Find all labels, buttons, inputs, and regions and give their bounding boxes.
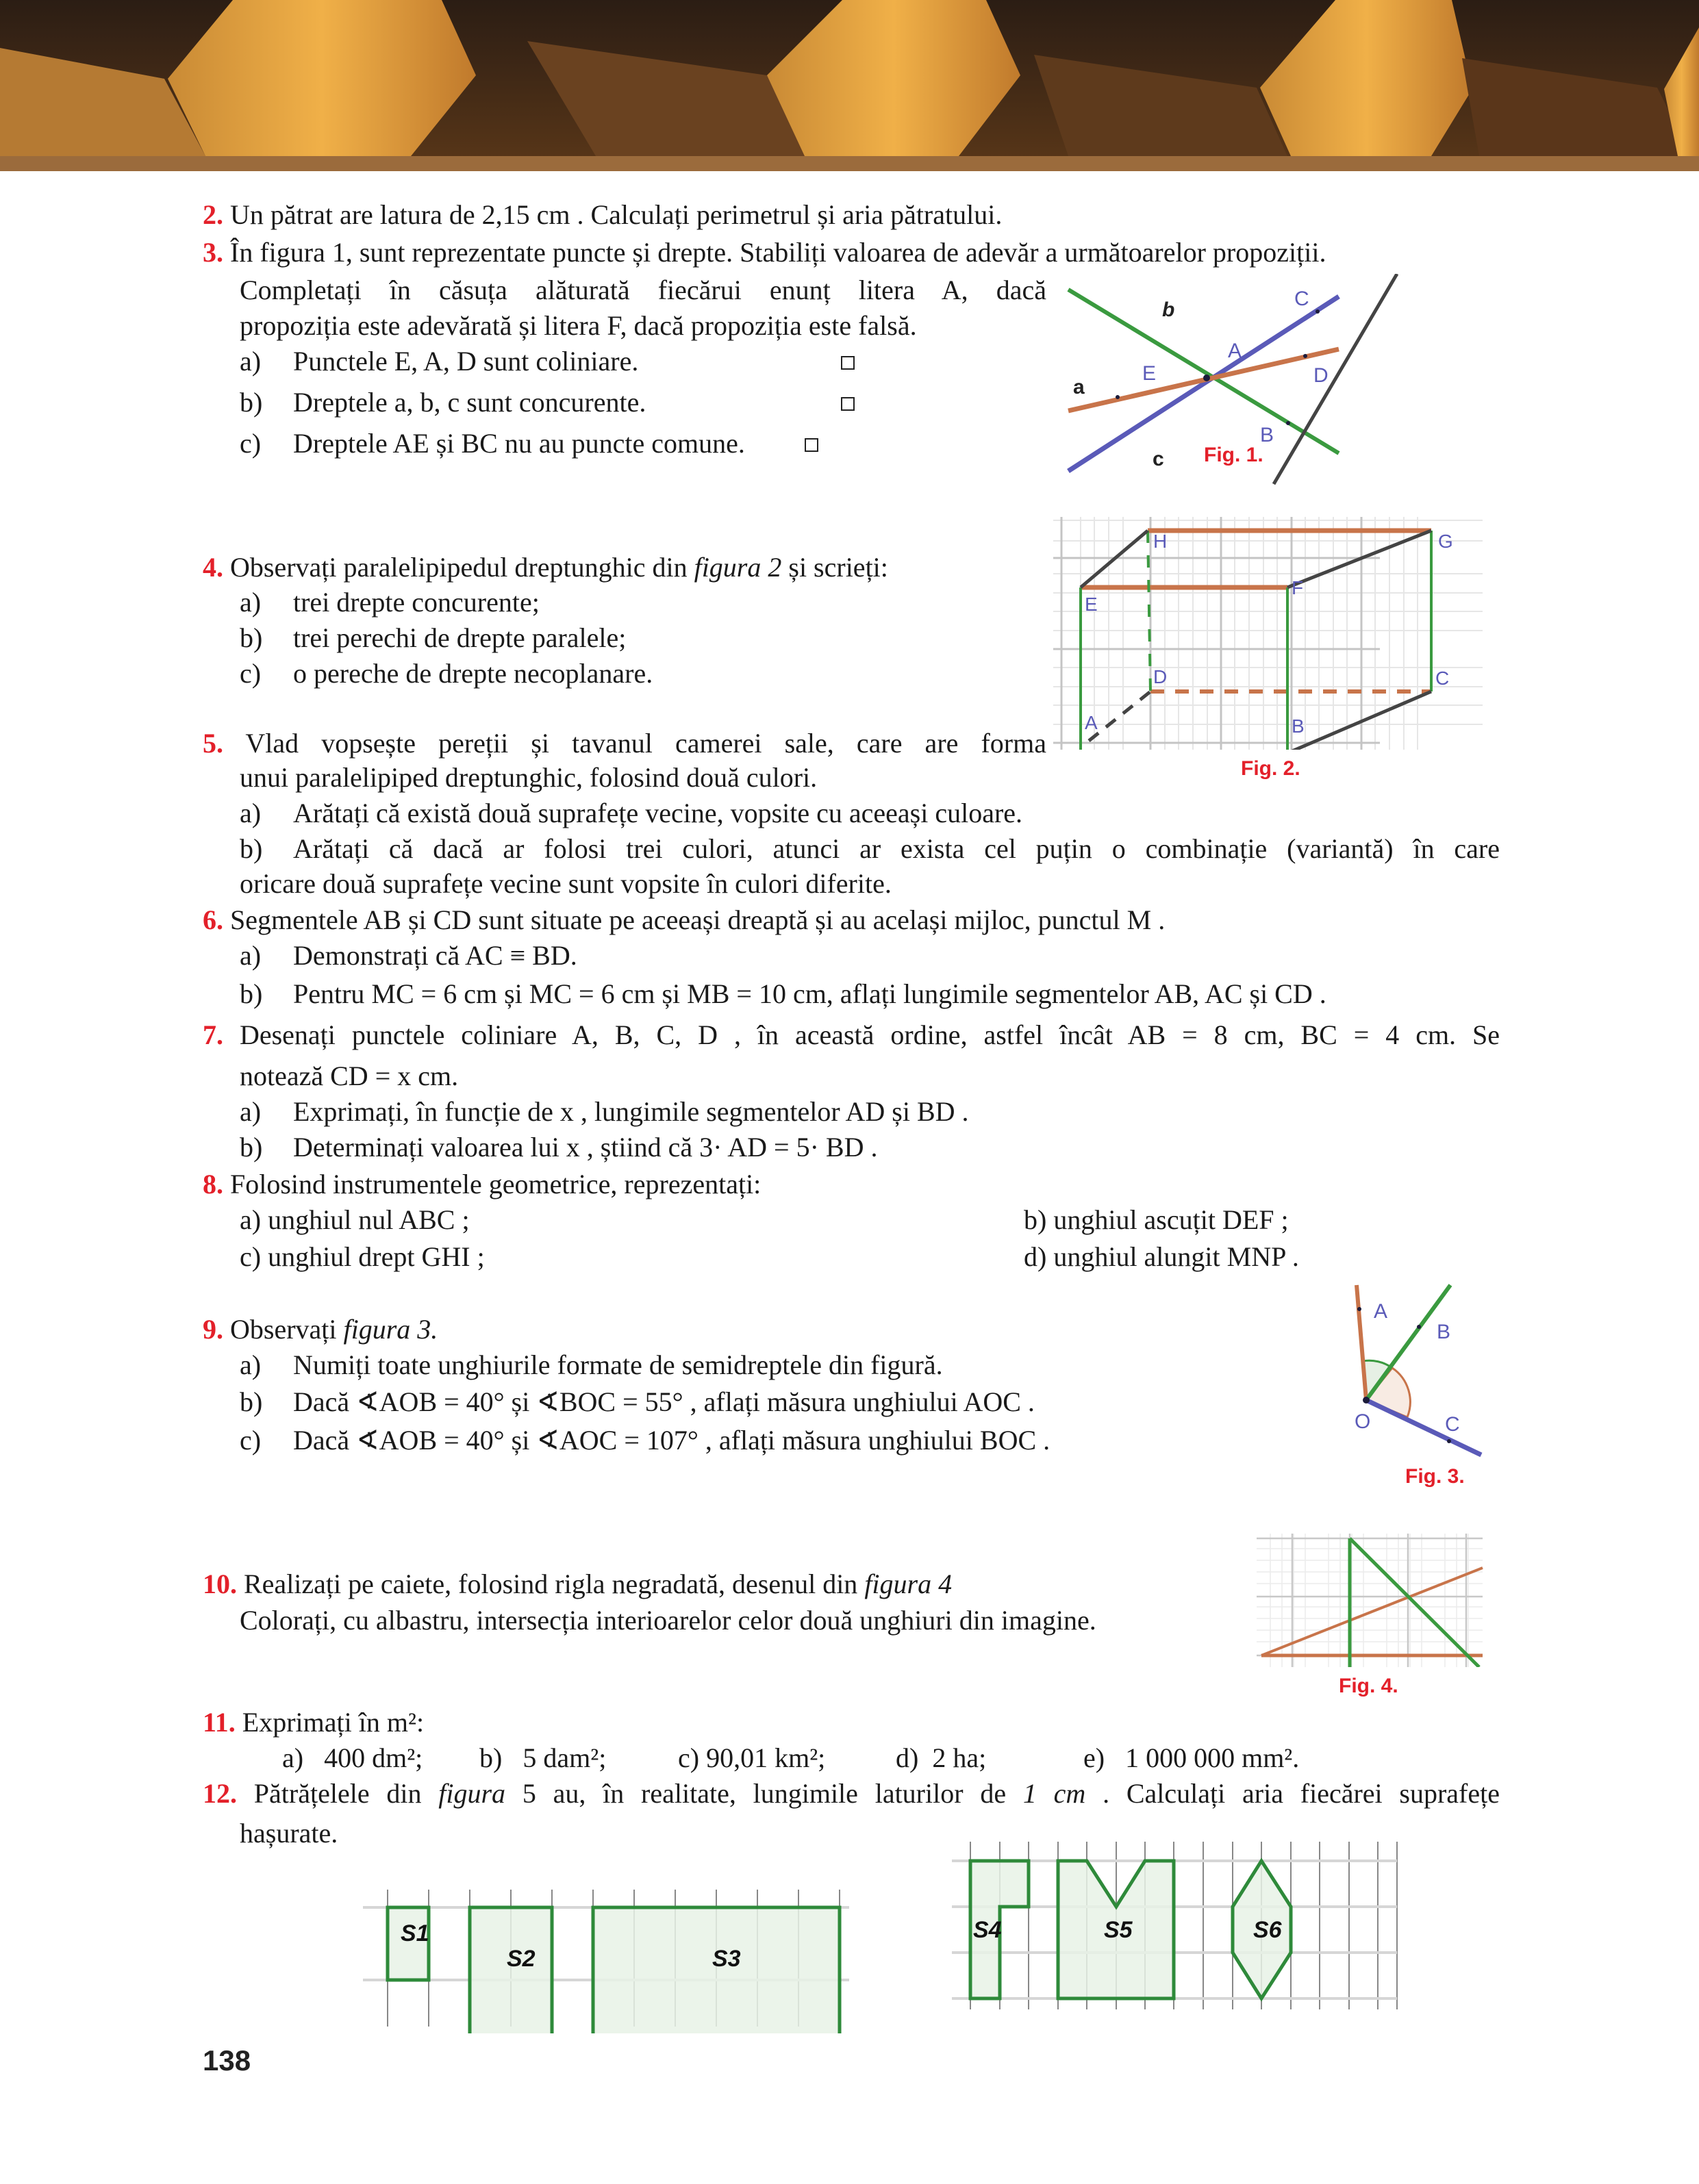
point-label-A: A [1228, 340, 1242, 362]
svg-text:E: E [1085, 594, 1098, 615]
figure-5-shapes-right [952, 1842, 1411, 2023]
exercise-11-item-b: b) 5 dam²; [479, 1742, 607, 1773]
svg-text:A: A [1374, 1300, 1388, 1323]
exercise-7-item-b: b) Determinați valoarea lui x , știind că 3· AD = 5· BD . [240, 1132, 878, 1163]
svg-text:D: D [1153, 666, 1168, 687]
exercise-5-item-a: a) Arătați că există două suprafețe vecine, vopsite cu aceeași culoare. [240, 798, 1023, 828]
svg-text:S1: S1 [401, 1920, 429, 1946]
exercise-text-line: Colorați, cu albastru, intersecția interioarelor celor două unghiuri din imagine. [240, 1605, 1096, 1636]
line-label-c: c [1153, 448, 1164, 470]
exercise-3-item-b: b) Dreptele a, b, c sunt concurente. [240, 387, 646, 418]
svg-text:S5: S5 [1104, 1917, 1133, 1943]
figure-1-lines-diagram [1055, 274, 1493, 496]
exercise-5: 5. Vlad vopsește pereții și tavanul camerei sale, care are forma [203, 728, 1046, 759]
exercise-4-item-c: c) o pereche de drepte necoplanare. [240, 658, 653, 689]
figure-3-angles-diagram [1329, 1280, 1493, 1462]
figure-2-cuboid-diagram [1048, 503, 1486, 753]
figure-4-caption: Fig. 4. [1339, 1675, 1398, 1697]
svg-text:S6: S6 [1253, 1917, 1282, 1943]
point-label-C: C [1294, 288, 1309, 310]
svg-text:C: C [1445, 1413, 1460, 1436]
answer-checkbox-c[interactable] [805, 438, 818, 452]
exercise-text-line: notează CD = x cm. [240, 1061, 459, 1091]
point-label-E: E [1142, 362, 1157, 385]
exercise-8-item-a: a) unghiul nul ABC ; [240, 1204, 470, 1235]
exercise-3-item-c: c) Dreptele AE și BC nu au puncte comune. [240, 428, 745, 459]
exercise-8-item-b: b) unghiul ascuțit DEF ; [1024, 1204, 1289, 1235]
svg-text:S3: S3 [712, 1946, 741, 1972]
exercise-3 [203, 236, 1326, 269]
exercise-number: 3. [203, 237, 223, 268]
exercise-8-item-d: d) unghiul alungit MNP . [1024, 1241, 1299, 1272]
exercise-text-line: Completați în căsuța alăturată fiecărui enunț litera A, dacă [240, 275, 1046, 305]
line-label-b: b [1162, 299, 1175, 321]
exercise-text: În figura 1, sunt reprezentate puncte și drepte. Stabiliți valoarea de adevăr a următoarelor propoziții. [230, 237, 1326, 268]
svg-text:S4: S4 [973, 1917, 1002, 1943]
figure-3-caption: Fig. 3. [1405, 1465, 1465, 1488]
point-label-D: D [1313, 364, 1329, 387]
exercise-text: Un pătrat are latura de 2,15 cm . Calculați perimetrul și aria pătratului. [230, 199, 1003, 230]
exercise-4-item-b: b) trei perechi de drepte paralele; [240, 622, 627, 653]
page-number: 138 [203, 2044, 251, 2077]
exercise-number: 2. [203, 199, 223, 230]
exercise-7-item-a: a) Exprimați, în funcție de x , lungimile segmentelor AD și BD . [240, 1096, 969, 1127]
exercise-6: 6. Segmentele AB și CD sunt situate pe aceeași dreaptă și au același mijloc, punctul M . [203, 904, 1166, 935]
exercise-4-item-a: a) trei drepte concurente; [240, 587, 540, 618]
exercise-12: 12. Pătrățelele din figura 5 au, în realitate, lungimile laturilor de 1 cm . Calculați aria fiecărei suprafețe [203, 1778, 1500, 1809]
exercise-10: 10. Realizați pe caiete, folosind rigla negradată, desenul din figura 4 [203, 1569, 953, 1599]
exercise-text-line: unui paralelipiped dreptunghic, folosind două culori. [240, 762, 818, 793]
exercise-11-item-d: d) 2 ha; [896, 1742, 987, 1773]
line-label-a: a [1073, 376, 1085, 398]
svg-text:B: B [1437, 1321, 1451, 1343]
header-banner-image [0, 0, 1699, 171]
exercise-text: Observați paralelipipedul dreptunghic din figura 2 și scrieți: [230, 552, 888, 583]
exercise-8: 8. Folosind instrumentele geometrice, reprezentați: [203, 1169, 762, 1199]
figure-1-caption: Fig. 1. [1204, 444, 1263, 466]
svg-text:S2: S2 [507, 1946, 536, 1972]
figure-4-angles-diagram [1253, 1530, 1486, 1671]
exercise-text-line: hașurate. [240, 1818, 338, 1849]
svg-text:C: C [1435, 668, 1450, 689]
exercise-text-line: propoziția este adevărată și litera F, dacă propoziția este falsă. [240, 310, 917, 341]
exercise-6-item-a: a) Demonstrați că AC ≡ BD. [240, 940, 577, 971]
exercise-3-item-a: a) Punctele E, A, D sunt coliniare. [240, 346, 639, 377]
exercise-7: 7. Desenați punctele coliniare A, B, C, D , în această ordine, astfel încât AB = 8 cm, BC = 4 cm. Se [203, 1019, 1500, 1050]
exercise-11-item-a: a) 400 dm²; [282, 1742, 423, 1773]
exercise-9-item-a: a) Numiți toate unghiurile formate de semidreptele din figură. [240, 1349, 943, 1380]
exercise-11: 11. Exprimați în m²: [203, 1707, 425, 1738]
exercise-11-item-e: e) 1 000 000 mm². [1083, 1742, 1300, 1773]
exercise-8-item-c: c) unghiul drept GHI ; [240, 1241, 485, 1272]
svg-text:H: H [1153, 531, 1168, 552]
exercise-11-item-c: c) 90,01 km²; [678, 1742, 826, 1773]
svg-text:F: F [1292, 577, 1304, 598]
exercise-6-item-b: b) Pentru MC = 6 cm și MC = 6 cm și MB = 10 cm, aflați lungimile segmentelor AB, AC și CD . [240, 978, 1326, 1009]
exercise-9-item-c: c) Dacă ∢AOB = 40° și ∢AOC = 107° , aflați măsura unghiului BOC . [240, 1425, 1050, 1456]
point-label-B: B [1260, 424, 1274, 446]
figure-2-caption: Fig. 2. [1241, 757, 1300, 780]
exercise-5-item-b: b) Arătați că dacă ar folosi trei culori, atunci ar exista cel puțin o combinație (variantă) în care [240, 833, 1500, 864]
exercise-9-item-b: b) Dacă ∢AOB = 40° și ∢BOC = 55° , aflați măsura unghiului AOC . [240, 1386, 1035, 1417]
answer-checkbox-b[interactable] [841, 397, 855, 411]
svg-text:A: A [1085, 712, 1098, 733]
answer-checkbox-a[interactable] [841, 356, 855, 370]
exercise-2 [203, 199, 1002, 231]
figure-5-shapes-left [356, 1849, 849, 2037]
exercise-4: 4. Observați paralelipipedul dreptunghic din figura 2 și scrieți: [203, 552, 888, 583]
svg-text:G: G [1438, 531, 1453, 552]
svg-text:O: O [1355, 1410, 1371, 1433]
exercise-5-continuation: oricare două suprafețe vecine sunt vopsite în culori diferite. [240, 868, 892, 899]
svg-text:B: B [1292, 715, 1305, 737]
exercise-9: 9. Observați figura 3. [203, 1314, 438, 1345]
